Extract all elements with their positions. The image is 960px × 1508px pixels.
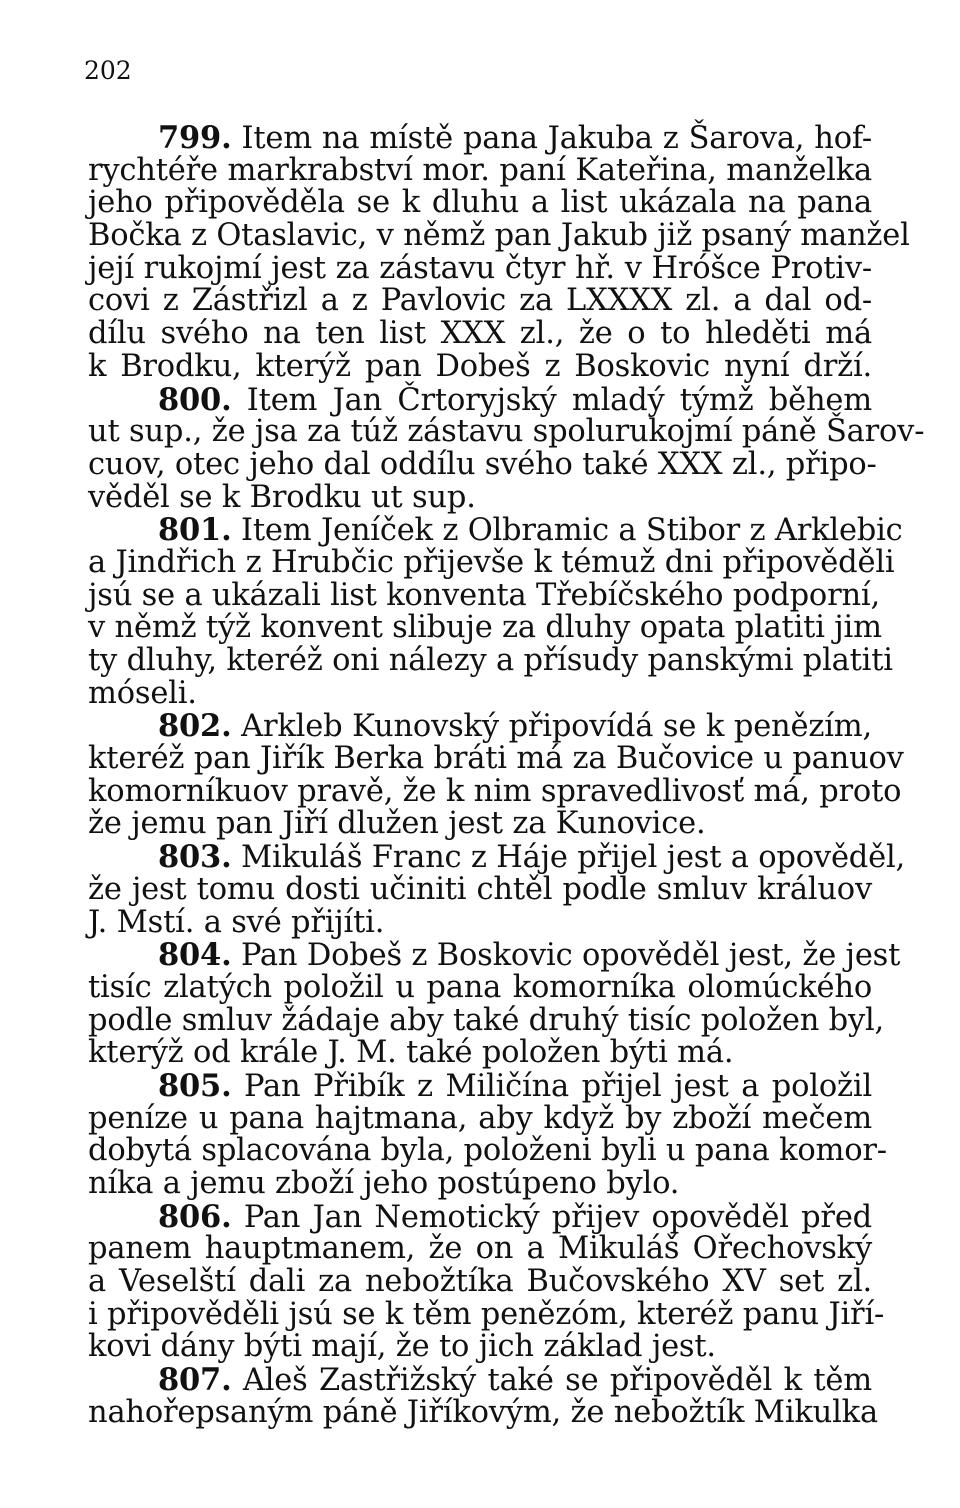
page-number: 202 — [84, 56, 132, 85]
text-line — [88, 1168, 872, 1201]
text-line — [88, 479, 872, 515]
line-text: Pan Přibík z Miličína přijel jest a položil — [231, 1068, 872, 1104]
line-text: covi z Zástřizl a z Pavlovic za LXXXX zl. a dal od- — [88, 283, 872, 319]
line-text: kovi dány býti mají, že to jich základ jest. — [88, 1329, 716, 1365]
line-text: níka a jemu zboží jeho postúpeno bylo. — [88, 1166, 680, 1201]
line-text: ty dluhy, kteréž oni nálezy a přísudy panskými platiti — [88, 643, 893, 678]
text-line — [88, 871, 872, 907]
text-line — [88, 808, 872, 841]
text-line — [88, 1133, 887, 1169]
line-text: ut sup., že jsa za túž zástavu spolurukojmí páně Šarov- — [88, 414, 925, 450]
entry-start-line — [88, 381, 872, 418]
line-text: Pan Jan Nemotický přijev opověděl před — [231, 1199, 872, 1235]
text-line — [88, 414, 925, 450]
document-body — [88, 120, 925, 1430]
line-text: kteréž pan Jiřík Berka bráti má za Bučovice u panuov — [88, 741, 904, 777]
line-text: nahořepsaným páně Jiříkovým, že nebožtík Mikulka — [88, 1394, 878, 1430]
text-line — [88, 904, 872, 940]
text-line — [88, 1331, 872, 1364]
line-text: dobytá splacována byla, položeni byli u pana komor- — [88, 1133, 887, 1169]
entry-start-line — [88, 512, 903, 549]
line-text: panem hauptmanem, že on a Mikuláš Ořechovský — [88, 1231, 872, 1267]
line-text: Aleš Zastřižský také se připověděl k těm — [231, 1363, 872, 1399]
line-text: tisíc zlatých položil u pana komorníka olomúckého — [88, 969, 872, 1005]
line-text: a Jindřich z Hrubčic přijevše k témuž dni připověděli — [88, 544, 895, 580]
line-text: věděl se k Brodku ut sup. — [88, 479, 476, 515]
text-line — [88, 318, 872, 351]
text-line — [88, 152, 872, 188]
entry-number: 801. — [158, 512, 232, 549]
line-text: peníze u pana hajtmana, aby když by zboží mečem — [88, 1100, 872, 1136]
entry-start-line — [88, 1067, 872, 1104]
line-text: její rukojmí jest za zástavu čtyr hř. v Hróšce Protiv- — [88, 250, 872, 286]
line-text: že jemu pan Jiří dlužen jest za Kunovice. — [88, 806, 706, 842]
line-text: komorníkuov pravě, že k nim spravedlivosť má, proto — [88, 773, 902, 809]
entry-start-line — [88, 937, 901, 974]
text-line — [88, 1037, 872, 1070]
text-line — [88, 1002, 885, 1038]
line-text: Pan Dobeš z Boskovic opověděl jest, že jest — [231, 938, 901, 974]
entry-start-line — [88, 1198, 872, 1235]
line-text: móseli. — [88, 675, 197, 711]
entry-start-line — [88, 1364, 872, 1397]
line-text: Arkleb Kunovský připovídá se k penězím, — [231, 709, 872, 745]
line-text: rychtéře markrabství mor. paní Kateřina, manželka — [88, 152, 872, 188]
line-text: k Brodku, kterýž pan Dobeš z Boskovic nyní drží. — [88, 348, 872, 384]
text-line — [88, 675, 872, 711]
line-text: že jest tomu dosti učiniti chtěl podle smluv králuov — [88, 871, 872, 907]
entry-number: 807. — [158, 1362, 232, 1399]
text-line — [88, 1296, 885, 1332]
text-line — [88, 741, 904, 777]
line-text: dílu svého na ten list XXX zl., že o to hleděti má — [88, 316, 872, 352]
text-line — [88, 348, 872, 384]
text-line — [88, 577, 880, 613]
line-text: jsú se a ukázali list konventa Třebíčského podporní, — [88, 577, 880, 613]
line-text: jeho připověděla se k dluhu a list ukázala na pana — [88, 185, 872, 221]
text-line — [88, 1394, 878, 1430]
entry-number: 806. — [158, 1198, 232, 1235]
entry-start-line — [88, 710, 872, 743]
line-text: Item Jeníček z Olbramic a Stibor z Arklebic — [231, 513, 903, 549]
text-line — [88, 1100, 872, 1136]
entry-start-line — [88, 839, 906, 876]
text-line — [88, 969, 872, 1005]
text-line — [88, 610, 882, 646]
line-text: Mikuláš Franc z Háje přijel jest a opověděl, — [231, 840, 906, 876]
line-text: a Veselští dali za nebožtíka Bučovského XV set zl. — [88, 1264, 872, 1300]
text-line — [88, 250, 872, 286]
entry-number: 804. — [158, 937, 232, 974]
text-line — [88, 285, 872, 318]
text-line — [88, 643, 893, 678]
text-line — [88, 544, 895, 580]
entry-number: 799. — [158, 120, 232, 156]
entry-number: 803. — [158, 839, 232, 876]
text-line — [88, 446, 877, 482]
line-text: J. Mstí. a své přijíti. — [88, 904, 385, 940]
entry-number: 800. — [158, 381, 232, 418]
text-line — [88, 1266, 872, 1299]
line-text: v němž týž konvent slibuje za dluhy opata platiti jim — [88, 610, 882, 646]
line-text: podle smluv žádaje aby také druhý tisíc položen byl, — [88, 1002, 885, 1038]
text-line — [88, 218, 910, 254]
text-line — [88, 1233, 872, 1266]
line-text: i připověděli jsú se k těm penězóm, kteréž panu Jiří- — [88, 1296, 885, 1332]
line-text: cuov, otec jeho dal oddílu svého také XXX zl., připo- — [88, 446, 877, 482]
line-text: Bočka z Otaslavic, v němž pan Jakub již psaný manžel — [88, 218, 910, 254]
line-text: Item na místě pana Jakuba z Šarova, hof- — [231, 121, 872, 156]
line-text: kterýž od krále J. M. také položen býti má. — [88, 1035, 734, 1071]
entry-start-line — [88, 122, 872, 155]
text-line — [88, 773, 902, 809]
line-text: Item Jan Črtoryjský mladý týmž během — [231, 382, 872, 418]
text-line — [88, 187, 872, 220]
entry-number: 805. — [158, 1067, 232, 1104]
entry-number: 802. — [158, 708, 232, 745]
